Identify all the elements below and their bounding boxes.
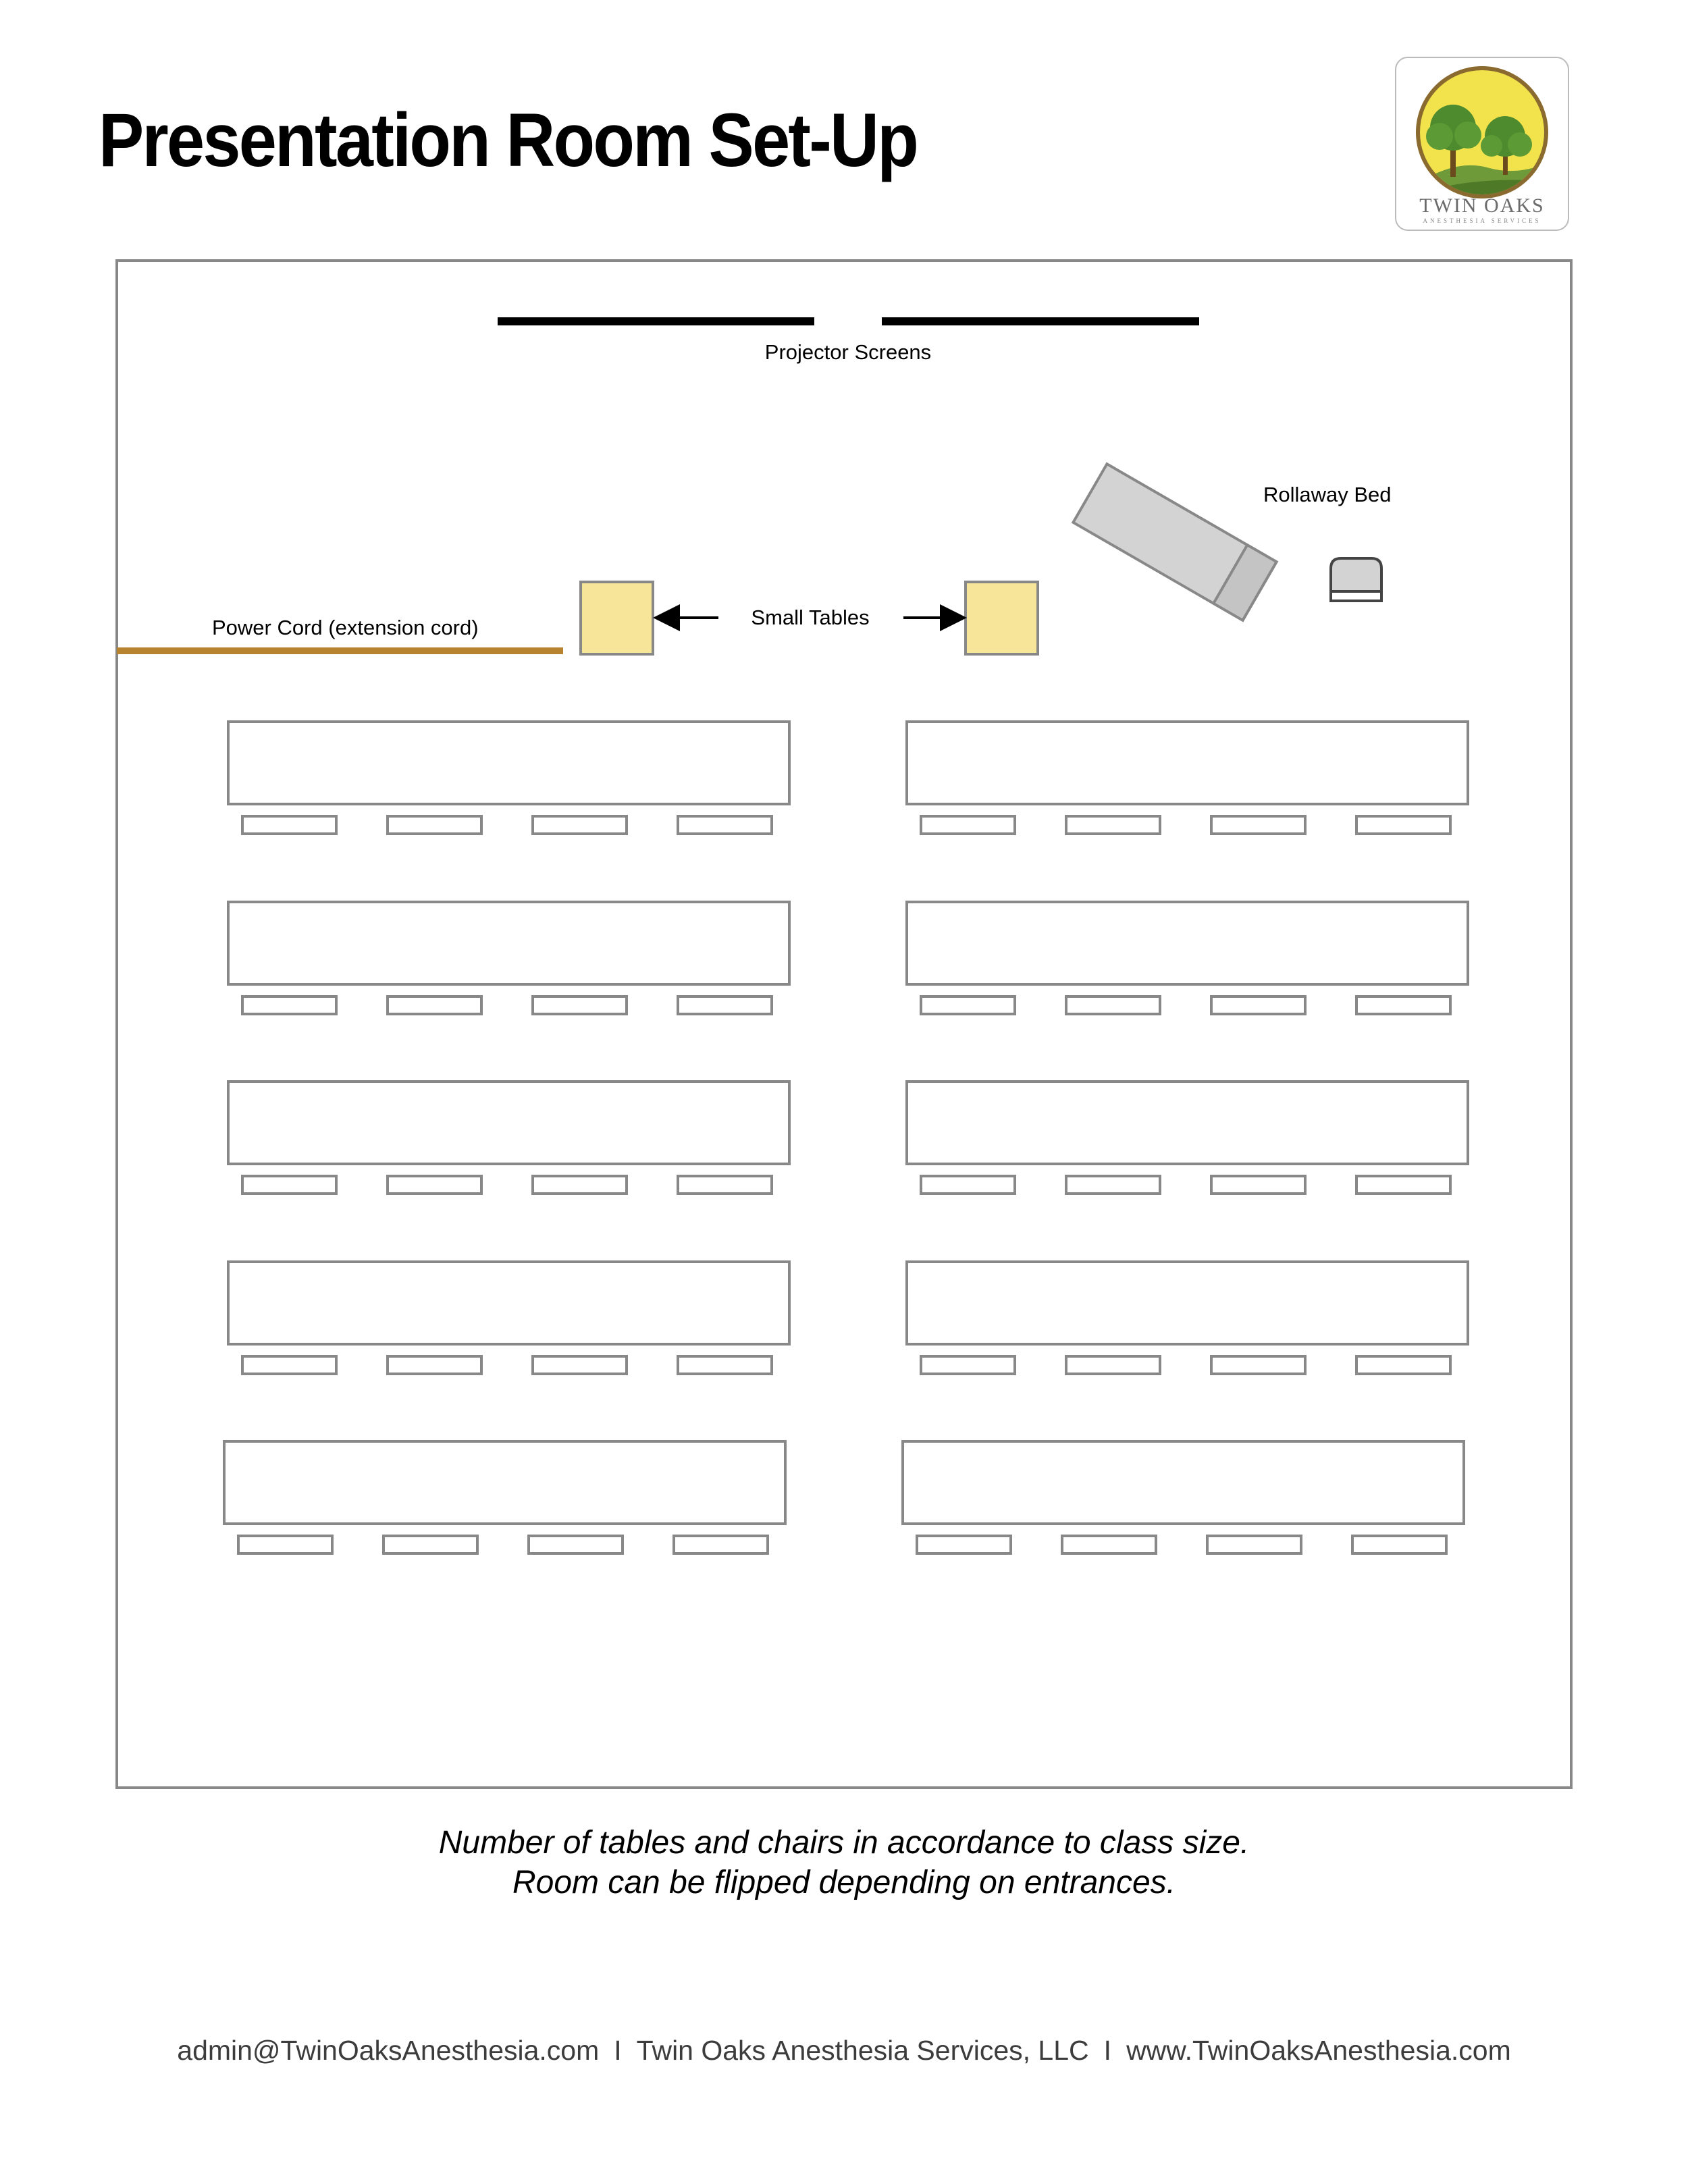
long-table: [907, 1082, 1468, 1164]
chair: [1356, 996, 1450, 1014]
chair: [921, 1176, 1015, 1194]
small-table-right: [966, 582, 1038, 654]
long-table: [907, 902, 1468, 984]
footer-website[interactable]: www.TwinOaksAnesthesia.com: [1126, 2035, 1511, 2066]
footer-separator: I: [1103, 2035, 1112, 2066]
chair: [921, 996, 1015, 1014]
small-tables-label: Small Tables: [751, 606, 870, 629]
chair: [388, 1176, 481, 1194]
chair: [678, 816, 772, 834]
long-table: [903, 1441, 1464, 1524]
chair: [242, 816, 336, 834]
chair: [1211, 996, 1305, 1014]
chair: [921, 1356, 1015, 1374]
footer-separator: I: [614, 2035, 622, 2066]
projector-screens-label: Projector Screens: [764, 340, 932, 364]
chair: [388, 996, 481, 1014]
chair: [238, 1536, 332, 1553]
chair: [1211, 816, 1305, 834]
seating-layout: [224, 722, 1468, 1553]
chair: [242, 996, 336, 1014]
chair: [1066, 1356, 1160, 1374]
note-line-2: Room can be flipped depending on entrances.: [512, 1865, 1176, 1900]
footer-note: [0, 1823, 1688, 1902]
long-table: [228, 722, 789, 804]
chair: [1066, 1176, 1160, 1194]
rollaway-bed-label: Rollaway Bed: [1263, 483, 1392, 506]
long-table: [907, 1262, 1468, 1344]
chair-icon: [1331, 558, 1381, 601]
chair: [1356, 816, 1450, 834]
chair: [1211, 1176, 1305, 1194]
chair: [388, 1356, 481, 1374]
chair: [388, 816, 481, 834]
chair: [678, 996, 772, 1014]
chair: [529, 1536, 623, 1553]
long-table: [228, 1262, 789, 1344]
chair: [678, 1356, 772, 1374]
long-table: [228, 902, 789, 984]
footer-contact: [0, 2033, 1688, 2067]
chair: [242, 1176, 336, 1194]
page-title: Presentation Room Set-Up: [99, 98, 918, 182]
logo-tagline: ANESTHESIA SERVICES: [1423, 217, 1541, 224]
chair: [384, 1536, 477, 1553]
chair: [533, 816, 627, 834]
chair: [1066, 996, 1160, 1014]
long-table: [224, 1441, 785, 1524]
chair: [921, 816, 1015, 834]
logo-name: TWIN OAKS: [1419, 194, 1545, 217]
chair: [1211, 1356, 1305, 1374]
long-table: [228, 1082, 789, 1164]
rollaway-bed: [1073, 464, 1276, 620]
chair: [1062, 1536, 1156, 1553]
footer-company: Twin Oaks Anesthesia Services, LLC: [636, 2035, 1089, 2066]
chair: [1356, 1176, 1450, 1194]
chair: [674, 1536, 768, 1553]
note-line-1: Number of tables and chairs in accordance to class size.: [438, 1825, 1250, 1861]
chair: [533, 996, 627, 1014]
chair: [678, 1176, 772, 1194]
footer-email[interactable]: admin@TwinOaksAnesthesia.com: [177, 2035, 600, 2066]
chair: [1352, 1536, 1446, 1553]
chair: [533, 1176, 627, 1194]
small-table-left: [581, 582, 653, 654]
chair: [533, 1356, 627, 1374]
long-table: [907, 722, 1468, 804]
chair: [917, 1536, 1011, 1553]
chair: [1356, 1356, 1450, 1374]
chair: [1207, 1536, 1301, 1553]
chair: [1066, 816, 1160, 834]
chair: [242, 1356, 336, 1374]
power-cord-label: Power Cord (extension cord): [212, 616, 479, 639]
